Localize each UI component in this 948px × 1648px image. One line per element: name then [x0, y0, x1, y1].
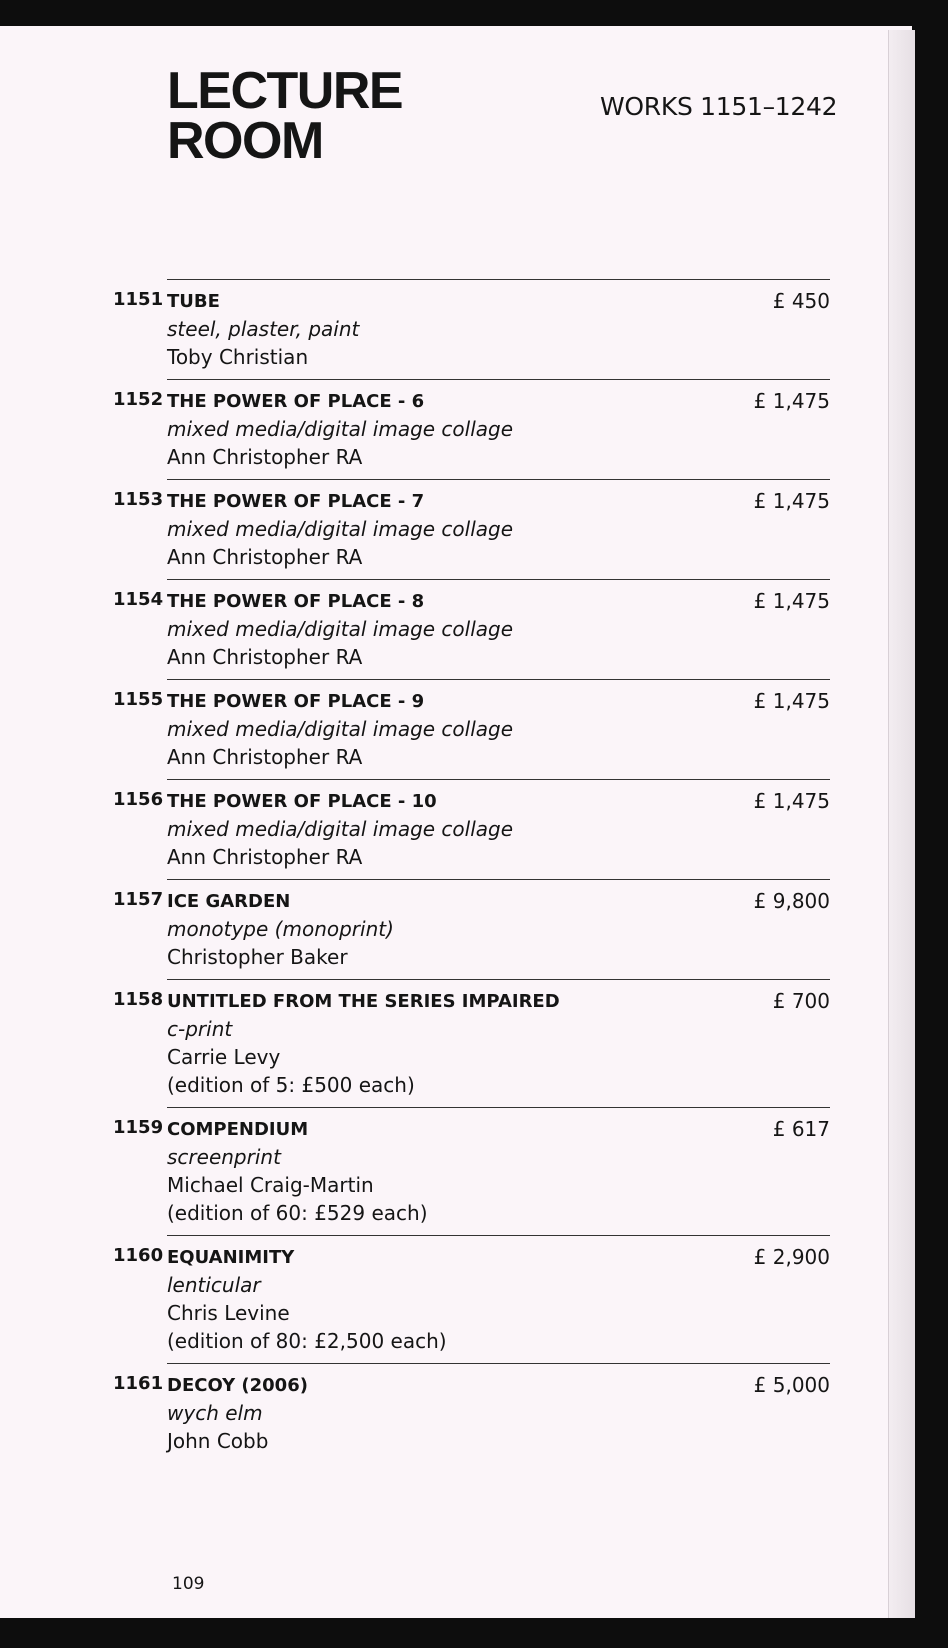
- entry-list: [0, 279, 912, 1463]
- entry-price: £ 700: [772, 989, 830, 1013]
- entry-artist: Christopher Baker: [167, 945, 348, 969]
- entry-edition: (edition of 80: £2,500 each): [167, 1329, 447, 1353]
- entry-medium: mixed media/digital image collage: [167, 517, 514, 541]
- entry-price: £ 1,475: [753, 389, 830, 413]
- entry-title: DECOY (2006): [167, 1375, 308, 1396]
- entry-artist: Chris Levine: [167, 1301, 290, 1325]
- entry-artist: Ann Christopher RA: [167, 545, 363, 569]
- entry-price: £ 450: [772, 289, 830, 313]
- entry-artist: Ann Christopher RA: [167, 845, 363, 869]
- entry-medium: mixed media/digital image collage: [167, 817, 514, 841]
- title-line-2: ROOM: [167, 112, 323, 170]
- catalogue-entry: [113, 1107, 830, 1235]
- entry-medium: mixed media/digital image collage: [167, 417, 514, 441]
- title-line-1: LECTURE: [167, 62, 403, 120]
- entry-medium: c-print: [167, 1017, 233, 1041]
- entry-edition: (edition of 60: £529 each): [167, 1201, 428, 1225]
- catalogue-entry: [113, 379, 830, 479]
- catalogue-entry: [113, 679, 830, 779]
- entry-title: THE POWER OF PLACE - 10: [167, 791, 437, 812]
- entry-artist: Carrie Levy: [167, 1045, 281, 1069]
- entry-medium: steel, plaster, paint: [167, 317, 360, 341]
- entry-number: 1152: [113, 389, 164, 410]
- entry-medium: screenprint: [167, 1145, 281, 1169]
- entry-number: 1161: [113, 1373, 164, 1394]
- catalogue-entry: [113, 1363, 830, 1463]
- entry-title: ICE GARDEN: [167, 891, 291, 912]
- entry-price: £ 1,475: [753, 489, 830, 513]
- entry-title: EQUANIMITY: [167, 1247, 295, 1268]
- page-title: [167, 62, 403, 170]
- entry-medium: lenticular: [167, 1273, 261, 1297]
- entry-price: £ 1,475: [753, 589, 830, 613]
- entry-edition: (edition of 5: £500 each): [167, 1073, 415, 1097]
- entry-title: THE POWER OF PLACE - 8: [167, 591, 425, 612]
- entry-title: THE POWER OF PLACE - 9: [167, 691, 425, 712]
- catalogue-entry: [113, 979, 830, 1107]
- entry-price: £ 9,800: [753, 889, 830, 913]
- entry-number: 1154: [113, 589, 164, 610]
- works-range: WORKS 1151–1242: [600, 92, 838, 121]
- entry-number: 1153: [113, 489, 164, 510]
- entry-artist: Ann Christopher RA: [167, 645, 363, 669]
- catalogue-entry: [113, 779, 830, 879]
- entry-medium: wych elm: [167, 1401, 263, 1425]
- entry-price: £ 2,900: [753, 1245, 830, 1269]
- entry-title: UNTITLED FROM THE SERIES IMPAIRED: [167, 991, 560, 1012]
- entry-title: THE POWER OF PLACE - 6: [167, 391, 425, 412]
- entry-number: 1157: [113, 889, 164, 910]
- entry-price: £ 1,475: [753, 789, 830, 813]
- catalogue-entry: [113, 1235, 830, 1363]
- entry-title: TUBE: [167, 291, 220, 312]
- catalogue-page: [0, 26, 912, 1618]
- entry-price: £ 1,475: [753, 689, 830, 713]
- entry-medium: mixed media/digital image collage: [167, 617, 514, 641]
- page-number: 109: [172, 1574, 205, 1594]
- entry-number: 1160: [113, 1245, 164, 1266]
- catalogue-entry: [113, 279, 830, 379]
- catalogue-entry: [113, 579, 830, 679]
- entry-number: 1151: [113, 289, 164, 310]
- entry-artist: Michael Craig-Martin: [167, 1173, 374, 1197]
- catalogue-entry: [113, 479, 830, 579]
- entry-price: £ 5,000: [753, 1373, 830, 1397]
- page-edge: [888, 30, 915, 1618]
- entry-artist: John Cobb: [167, 1429, 269, 1453]
- entry-number: 1159: [113, 1117, 164, 1138]
- entry-artist: Toby Christian: [167, 345, 309, 369]
- catalogue-entry: [113, 879, 830, 979]
- entry-number: 1155: [113, 689, 164, 710]
- entry-medium: monotype (monoprint): [167, 917, 394, 941]
- entry-number: 1158: [113, 989, 164, 1010]
- entry-number: 1156: [113, 789, 164, 810]
- entry-price: £ 617: [772, 1117, 830, 1141]
- entry-title: COMPENDIUM: [167, 1119, 309, 1140]
- entry-artist: Ann Christopher RA: [167, 445, 363, 469]
- entry-title: THE POWER OF PLACE - 7: [167, 491, 425, 512]
- entry-medium: mixed media/digital image collage: [167, 717, 514, 741]
- entry-artist: Ann Christopher RA: [167, 745, 363, 769]
